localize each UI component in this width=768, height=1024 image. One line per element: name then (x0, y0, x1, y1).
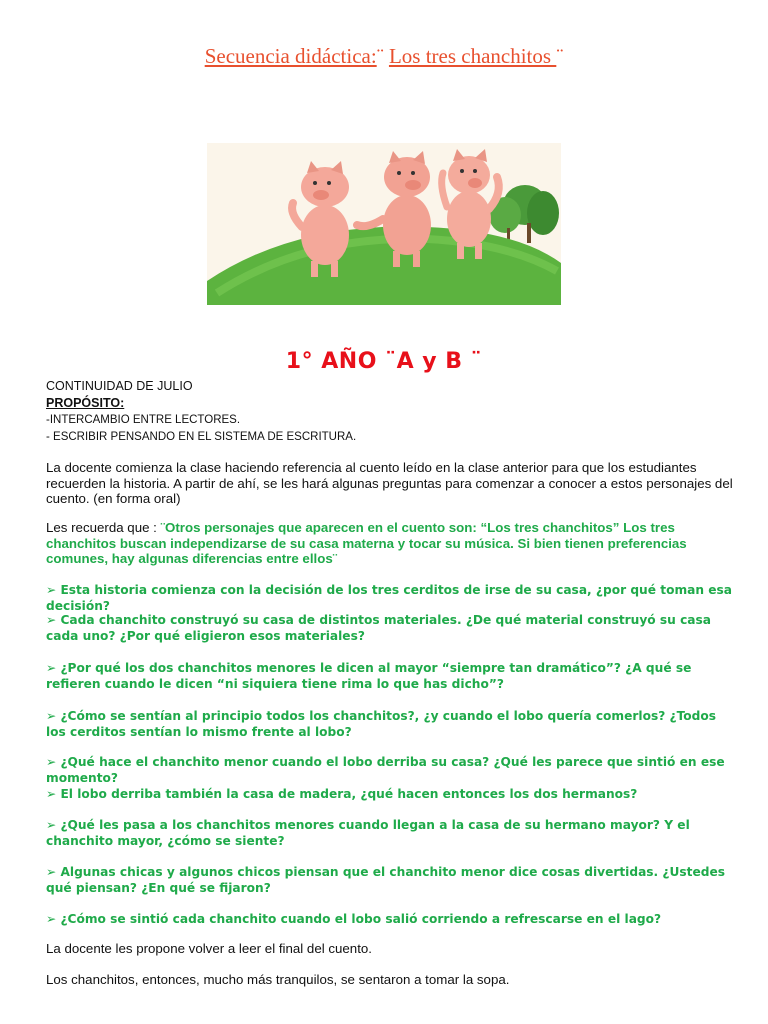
reminder-paragraph (46, 520, 736, 567)
question-9: ➢ ¿Cómo se sintió cada chanchito cuando el lobo salió corriendo a refrescarse en el lago? (46, 912, 662, 926)
purpose-item-1: -INTERCAMBIO ENTRE LECTORES. (46, 414, 241, 426)
purpose-item-2: - ESCRIBIR PENSANDO EN EL SISTEMA DE ESCRITURA. (46, 431, 357, 443)
document-title (0, 44, 768, 69)
title-mark-1: ¨ (376, 44, 384, 68)
purpose-heading: PROPÓSITO: (46, 396, 125, 410)
reminder-quote: ¨Otros personajes que aparecen en el cuento son: “Los tres chanchitos” Los tres chanchitos buscan independizarse de su casa materna y tocar su música. Si bien tienen preferencias comunes, hay algunas diferencias entre ellos¨ (46, 520, 687, 566)
question-6: ➢ El lobo derriba también la casa de madera, ¿qué hacen entonces los dos hermanos? (46, 787, 638, 801)
reminder-lead: Les recuerda que : (46, 520, 161, 535)
intro-paragraph: La docente comienza la clase haciendo referencia al cuento leído en la clase anterior para que los estudiantes recuerden la historia. A partir de ahí, se les hará algunas preguntas para comenzar a conocer a estos personajes del cuento. (en forma oral) (46, 460, 733, 506)
meta-block (46, 378, 736, 446)
closing-line-1: La docente les propone volver a leer el final del cuento. (46, 941, 372, 956)
title-part-2: Los tres chanchitos (388, 44, 557, 68)
title-mark-2: ¨ (556, 44, 564, 68)
closing-line-2: Los chanchitos, entonces, mucho más tranquilos, se sentaron a tomar la sopa. (46, 972, 510, 987)
grade-heading: 1° AÑO ¨A y B ¨ (285, 349, 483, 374)
title-part-1: Secuencia didáctica: (204, 44, 377, 68)
continuity-label: CONTINUIDAD DE JULIO (46, 379, 193, 393)
question-4: ➢ ¿Cómo se sentían al principio todos los chanchitos?, ¿y cuando el lobo quería comerlos? ¿Todos los cerditos sentían lo mismo frente al lobo? (46, 709, 717, 739)
question-7: ➢ ¿Qué les pasa a los chanchitos menores cuando llegan a la casa de su hermano mayor? Y el chanchito mayor, ¿cómo se siente? (46, 818, 690, 848)
question-1: ➢ Esta historia comienza con la decisión de los tres cerditos de irse de su casa, ¿por qué toman esa decisión? (46, 583, 733, 613)
question-2: ➢ Cada chanchito construyó su casa de distintos materiales. ¿De qué material construyó su casa cada uno? ¿Por qué eligieron esos materiales? (46, 613, 711, 643)
three-pigs-drawing (207, 143, 561, 305)
question-5: ➢ ¿Qué hace el chanchito menor cuando el lobo derriba su casa? ¿Qué les parece que sintió en ese momento? (46, 755, 725, 785)
three-pigs-illustration (207, 143, 561, 305)
question-8: ➢ Algunas chicas y algunos chicos piensan que el chanchito menor dice cosas divertidas. ¿Ustedes qué piensan? ¿En qué se fijaron? (46, 865, 725, 895)
question-3: ➢ ¿Por qué los dos chanchitos menores le dicen al mayor “siempre tan dramático”? ¿A qué se refieren cuando le dicen “ni siquiera tiene rima lo que has dicho”? (46, 661, 692, 691)
